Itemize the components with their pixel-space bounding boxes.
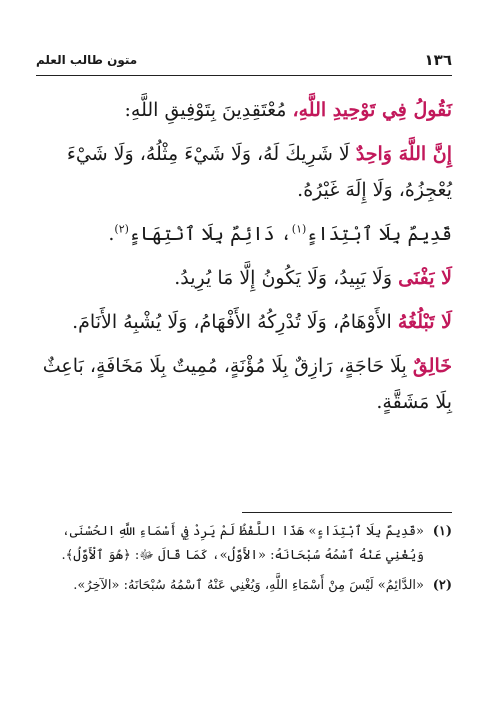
footnote-number: (١) <box>432 524 452 539</box>
paragraph-text: لَا شَرِيكَ لَهُ، وَلَا شَيْءَ مِثْلُهُ، وَلَا شَيْءَ يُعْجِزُهُ، وَلَا إِلَهَ غَيْرُهُ. <box>66 143 452 201</box>
highlighted-phrase: نَقُولُ فِي تَوْحِيدِ اللَّهِ، <box>292 99 452 121</box>
paragraph-6 <box>38 348 452 420</box>
footnote-ref-1[interactable]: (١) <box>291 222 307 236</box>
paragraph-text: الأَوْهَامُ، وَلَا تُدْرِكُهُ الأَفْهَامُ، وَلَا يُشْبِهُ الأَنَامَ. <box>72 311 398 333</box>
highlighted-phrase: لَا يَفْنَى <box>398 267 452 289</box>
paragraph-2 <box>38 136 452 208</box>
main-text <box>38 92 452 428</box>
paragraph-5 <box>38 304 452 340</box>
page-number: ١٣٦ <box>424 51 452 69</box>
highlighted-phrase: لَا تَبْلُغُهُ <box>397 311 452 333</box>
footnote-number: (٢) <box>432 578 452 593</box>
footnote-divider <box>242 512 452 513</box>
highlighted-phrase: إِنَّ اللَّهَ وَاحِدٌ <box>355 143 452 165</box>
footnote-ref-2[interactable]: (٢) <box>114 222 129 236</box>
paragraph-1 <box>38 92 452 128</box>
footnotes <box>38 520 452 604</box>
running-header <box>36 48 452 76</box>
paragraph-text: . <box>108 223 115 245</box>
paragraph-text: مُعْتَقِدِينَ بِتَوْفِيقِ اللَّهِ: <box>124 99 293 121</box>
paragraph-text: قَدِيمٌ بِلَا ٱبْتِدَاءٍ <box>306 223 452 245</box>
paragraph-text: وَلَا يَبِيدُ، وَلَا يَكُونُ إِلَّا مَا يُرِيدُ. <box>174 267 399 289</box>
footnote-text: «الدَّائِمُ» لَيْسَ مِنْ أَسْمَاءِ اللَّهِ، وَيُغْنِي عَنْهُ ٱسْمُهُ سُبْحَانَهُ: «الآخِرُ». <box>73 578 424 593</box>
paragraph-3 <box>38 216 452 252</box>
footnote-1 <box>38 520 452 568</box>
highlighted-phrase: خَالِقٌ <box>412 355 452 377</box>
footnote-text: «قَدِيمٌ بِلَا ٱبْتِدَاءٍ» هَذَا اللَّفْظُ لَمْ يَرِدْ فِي أَسْمَاءِ اللَّهِ الحُسْنَى، وَيُغْنِي عَنْهُ ٱسْمُهُ سُبْحَانَهُ: «الأَوَّلُ»، كَمَا قَالَ ﷻ: ﴿هُوَ ٱلْأَوَّلُ﴾. <box>61 524 424 563</box>
paragraph-4 <box>38 260 452 296</box>
paragraph-text: بِلَا حَاجَةٍ، رَازِقٌ بِلَا مُؤْنَةٍ، مُمِيتٌ بِلَا مَخَافَةٍ، بَاعِثٌ بِلَا مَشَقَّةٍ. <box>42 355 452 413</box>
footnote-2 <box>38 574 452 598</box>
paragraph-text: ، دَائِمٌ بِلَا ٱنْتِهَاءٍ <box>128 223 292 245</box>
book-title: متون طالب العلم <box>36 53 138 67</box>
